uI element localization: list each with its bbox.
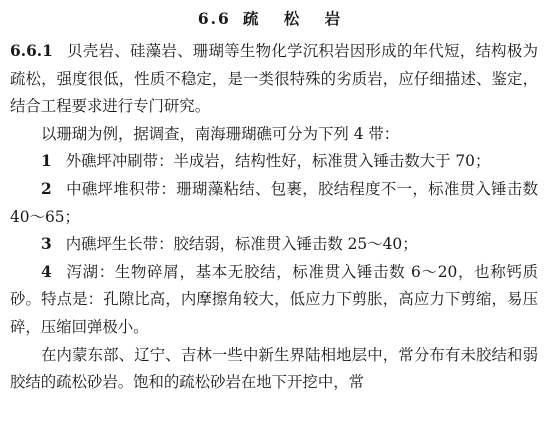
clause-number: 6.6.1 <box>10 42 53 60</box>
list-item <box>10 259 538 342</box>
list-item-number: 4 <box>41 262 52 281</box>
list-item-number: 2 <box>41 179 52 198</box>
list-item-text: 泻湖：生物碎屑，基本无胶结，标准贯入锤击数 6～20，也称钙质砂。特点是：孔隙比高，内摩擦角较大，低应力下剪胀，高应力下剪缩，易压碎，压缩回弹极小。 <box>10 262 538 336</box>
list-item-text: 外礁坪冲刷带：半成岩，结构性好，标准贯入锤击数大于 70； <box>65 152 491 171</box>
list-item-text: 中礁坪堆积带：珊瑚藻粘结、包裹，胶结程度不一，标准贯入锤击数 40～65； <box>10 179 538 226</box>
list-item <box>10 231 538 259</box>
intro-paragraph: 以珊瑚为例，据调查，南海珊瑚礁可分为下列 4 带： <box>41 124 400 143</box>
list-item <box>10 176 538 231</box>
section-title: 疏 松 岩 <box>242 9 351 28</box>
clause-paragraph <box>10 38 538 121</box>
closing-paragraph: 在内蒙东部、辽宁、吉林一些中新生界陆相地层中，常分布有未胶结和弱胶结的疏松砂岩。饱和的疏松砂岩在地下开挖中，常 <box>10 345 538 392</box>
section-heading <box>10 8 538 30</box>
list-item-text: 内礁坪生长带：胶结弱，标准贯入锤击数 25～40； <box>65 235 418 254</box>
list-item-number: 1 <box>41 152 52 171</box>
clause-text: 贝壳岩、硅藻岩、珊瑚等生物化学沉积岩因形成的年代短，结构极为疏松，强度很低，性质不稳定，是一类很特殊的劣质岩，应仔细描述、鉴定，结合工程要求进行专门研究。 <box>10 42 538 116</box>
list-item-number: 3 <box>41 235 52 254</box>
section-number: 6.6 <box>197 9 231 28</box>
list-item <box>10 148 538 176</box>
